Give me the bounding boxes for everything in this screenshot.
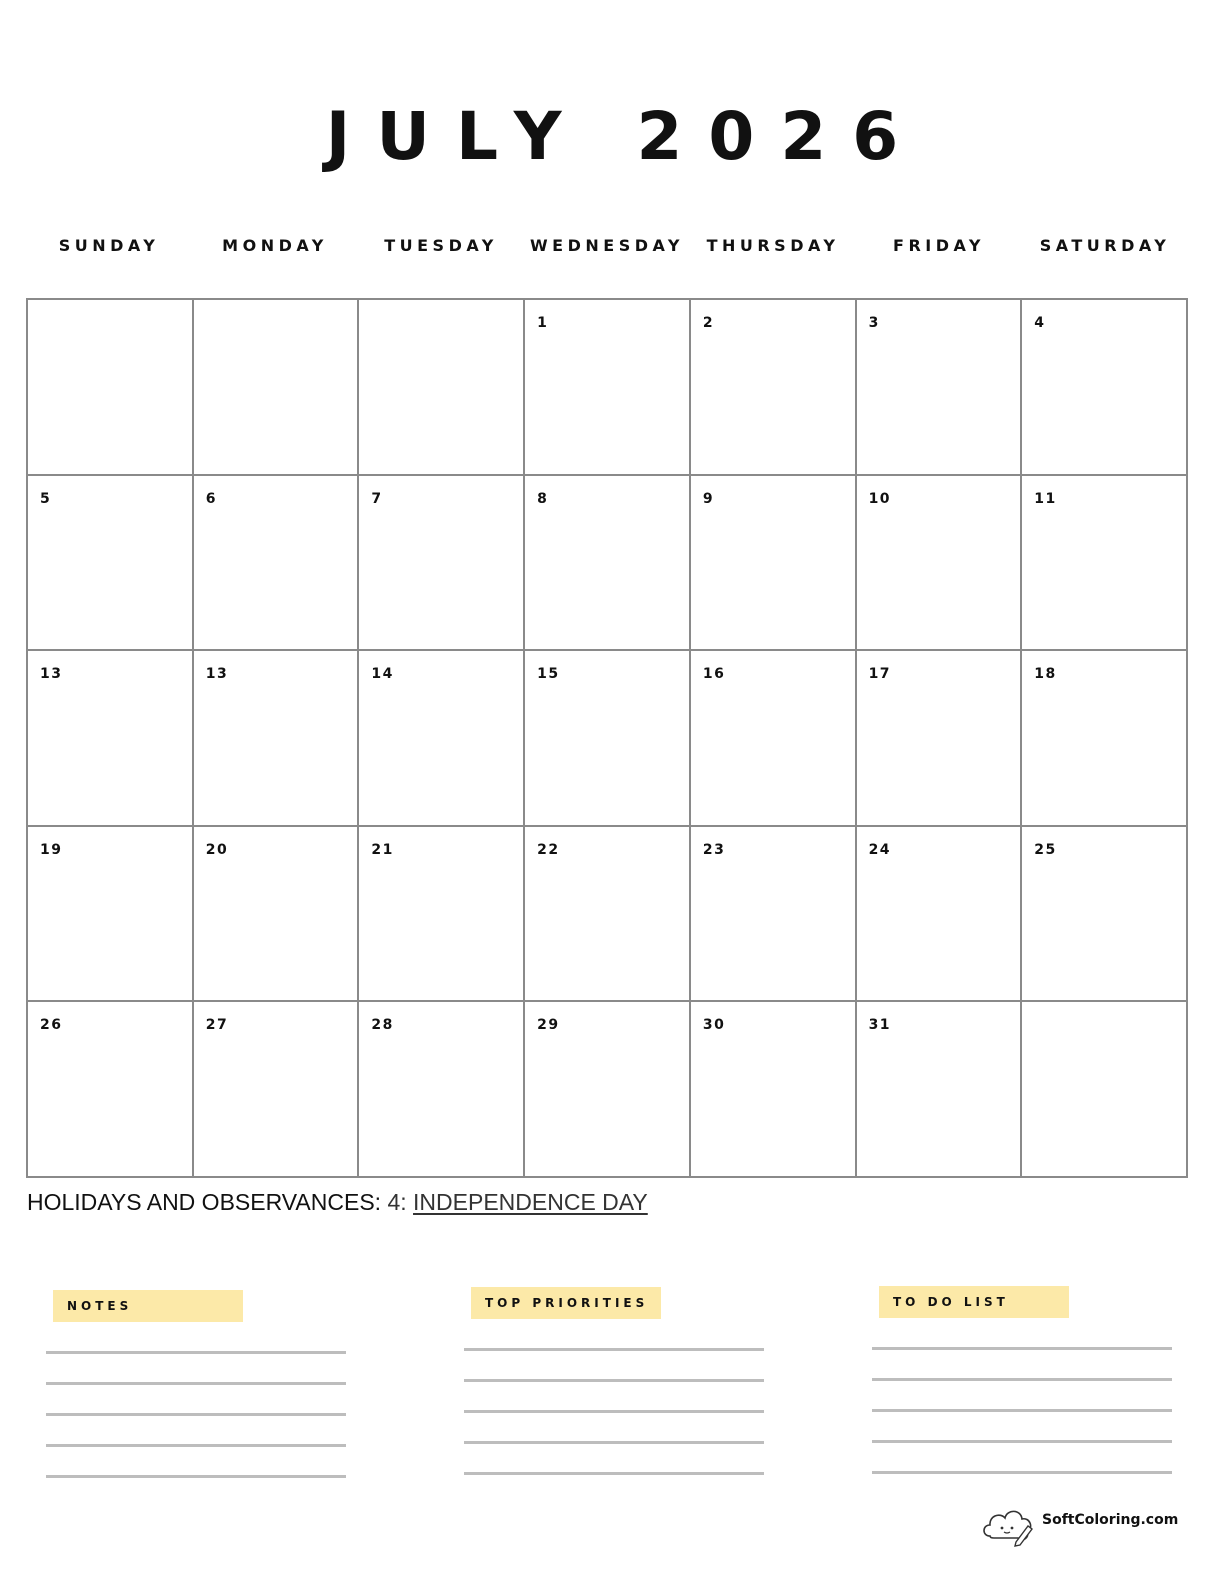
day-number: 10 bbox=[868, 490, 892, 507]
day-cell[interactable] bbox=[525, 1002, 691, 1178]
todo-line bbox=[872, 1347, 1172, 1350]
day-number: 6 bbox=[205, 490, 217, 507]
weekday-friday: FRIDAY bbox=[893, 236, 985, 255]
day-cell[interactable] bbox=[691, 827, 857, 1003]
weekday-header-row bbox=[26, 236, 1188, 256]
cloud-pencil-icon bbox=[980, 1498, 1040, 1548]
calendar-grid bbox=[26, 298, 1188, 1178]
brand-logo bbox=[980, 1498, 1180, 1548]
day-cell[interactable] bbox=[28, 476, 194, 652]
day-number: 18 bbox=[1034, 666, 1057, 683]
notes-line bbox=[46, 1413, 346, 1416]
day-cell[interactable] bbox=[857, 651, 1023, 827]
brand-text: SoftColoring.com bbox=[1042, 1512, 1179, 1528]
day-cell[interactable] bbox=[857, 300, 1023, 476]
day-cell[interactable] bbox=[691, 476, 857, 652]
day-number: 7 bbox=[371, 490, 383, 507]
day-cell[interactable] bbox=[359, 1002, 525, 1178]
day-cell[interactable] bbox=[691, 300, 857, 476]
priorities-line bbox=[464, 1379, 764, 1382]
weekday-monday: MONDAY bbox=[222, 236, 328, 255]
day-cell[interactable] bbox=[525, 827, 691, 1003]
day-cell[interactable] bbox=[194, 1002, 360, 1178]
weekday-sunday: SUNDAY bbox=[58, 236, 160, 255]
weekday-saturday: SATURDAY bbox=[1039, 236, 1171, 255]
day-number: 20 bbox=[205, 841, 229, 858]
day-number: 13 bbox=[40, 666, 63, 683]
day-number: 11 bbox=[1034, 490, 1057, 507]
holidays-label: HOLIDAYS AND OBSERVANCES: bbox=[27, 1189, 382, 1215]
day-number: 23 bbox=[702, 841, 726, 858]
todo-line bbox=[872, 1409, 1172, 1412]
day-cell[interactable] bbox=[1022, 1002, 1188, 1178]
weekday-tuesday: TUESDAY bbox=[384, 236, 498, 255]
day-cell[interactable] bbox=[359, 476, 525, 652]
day-cell[interactable] bbox=[359, 827, 525, 1003]
day-cell[interactable] bbox=[194, 476, 360, 652]
priorities-line bbox=[464, 1348, 764, 1351]
day-cell[interactable] bbox=[28, 1002, 194, 1178]
notes-line bbox=[46, 1351, 346, 1354]
day-number: 28 bbox=[371, 1017, 394, 1034]
day-cell[interactable] bbox=[525, 300, 691, 476]
day-number: 17 bbox=[868, 666, 892, 683]
day-number: 1 bbox=[537, 315, 549, 331]
day-number: 27 bbox=[205, 1017, 229, 1034]
day-number: 19 bbox=[40, 841, 63, 858]
day-number: 16 bbox=[702, 666, 726, 683]
day-cell[interactable] bbox=[1022, 651, 1188, 827]
day-number: 14 bbox=[371, 666, 394, 683]
day-cell[interactable] bbox=[359, 300, 525, 476]
day-number: 26 bbox=[40, 1017, 63, 1034]
day-cell[interactable] bbox=[1022, 300, 1188, 476]
day-number: 25 bbox=[1034, 841, 1057, 858]
priorities-line bbox=[464, 1472, 764, 1475]
day-number: 30 bbox=[702, 1017, 726, 1034]
day-number: 4 bbox=[1034, 315, 1046, 331]
day-number: 22 bbox=[537, 841, 560, 858]
day-number: 15 bbox=[537, 666, 560, 683]
day-number: 5 bbox=[40, 490, 52, 507]
day-cell[interactable] bbox=[359, 651, 525, 827]
day-cell[interactable] bbox=[525, 651, 691, 827]
day-number: 31 bbox=[868, 1017, 892, 1034]
calendar-title: JULY 2026 bbox=[325, 98, 925, 175]
day-cell[interactable] bbox=[691, 1002, 857, 1178]
priorities-line bbox=[464, 1441, 764, 1444]
holidays-observances bbox=[27, 1189, 648, 1216]
day-number: 24 bbox=[868, 841, 892, 858]
holiday-name-link[interactable]: INDEPENDENCE DAY bbox=[413, 1189, 648, 1215]
day-cell[interactable] bbox=[857, 476, 1023, 652]
todo-tag: TO DO LIST bbox=[879, 1286, 1069, 1318]
day-number: 29 bbox=[537, 1017, 560, 1034]
weekday-thursday: THURSDAY bbox=[706, 236, 840, 255]
day-number: 9 bbox=[702, 490, 715, 507]
day-cell[interactable] bbox=[194, 827, 360, 1003]
notes-tag: NOTES bbox=[53, 1290, 243, 1322]
day-cell[interactable] bbox=[28, 300, 194, 476]
todo-line bbox=[872, 1440, 1172, 1443]
day-cell[interactable] bbox=[525, 476, 691, 652]
holiday-date: 4: bbox=[387, 1189, 407, 1215]
todo-line bbox=[872, 1378, 1172, 1381]
day-number: 8 bbox=[537, 490, 549, 507]
day-number: 21 bbox=[371, 841, 394, 858]
day-cell[interactable] bbox=[28, 827, 194, 1003]
notes-line bbox=[46, 1475, 346, 1478]
priorities-tag: TOP PRIORITIES bbox=[471, 1287, 661, 1319]
priorities-line bbox=[464, 1410, 764, 1413]
weekday-wednesday: WEDNESDAY bbox=[530, 236, 684, 255]
notes-line bbox=[46, 1444, 346, 1447]
day-cell[interactable] bbox=[691, 651, 857, 827]
day-number: 2 bbox=[702, 315, 715, 331]
todo-line bbox=[872, 1471, 1172, 1474]
day-cell[interactable] bbox=[28, 651, 194, 827]
day-number: 3 bbox=[868, 315, 880, 331]
day-cell[interactable] bbox=[1022, 827, 1188, 1003]
day-cell[interactable] bbox=[857, 827, 1023, 1003]
day-cell[interactable] bbox=[1022, 476, 1188, 652]
day-cell[interactable] bbox=[194, 300, 360, 476]
notes-line bbox=[46, 1382, 346, 1385]
day-number: 13 bbox=[205, 666, 229, 683]
day-cell[interactable] bbox=[857, 1002, 1023, 1178]
day-cell[interactable] bbox=[194, 651, 360, 827]
